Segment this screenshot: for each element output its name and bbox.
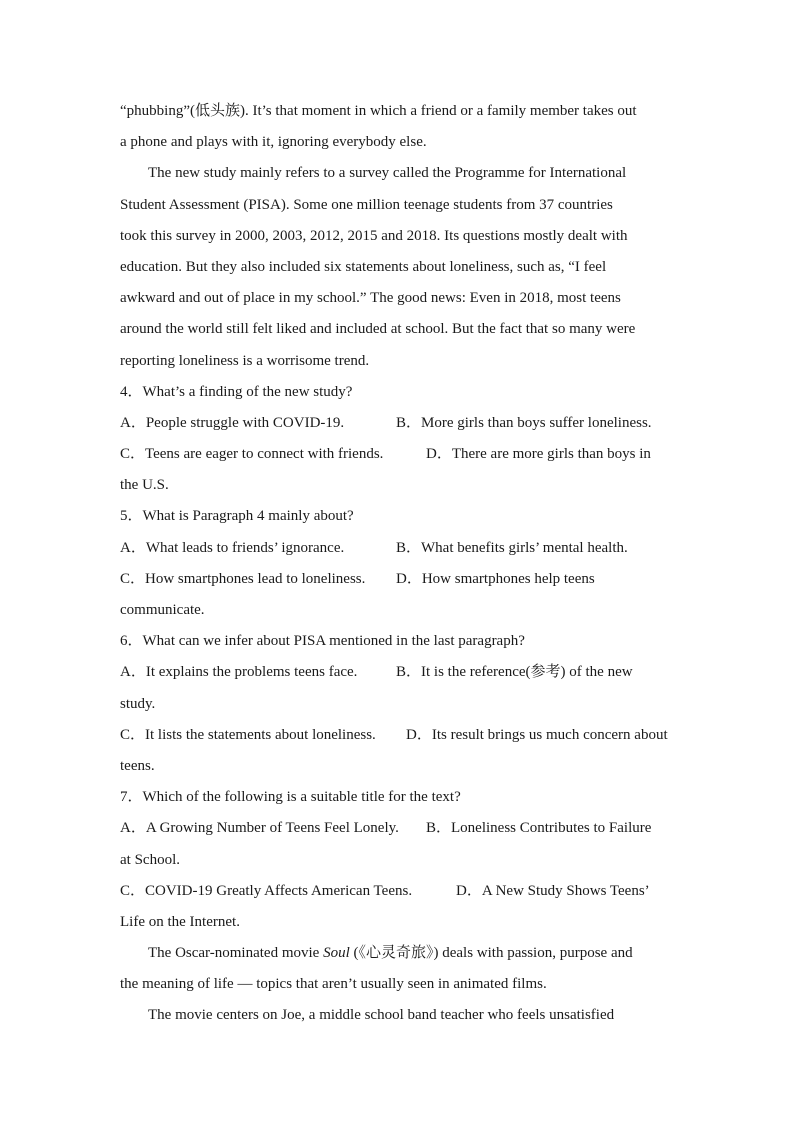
question-4-option-d-continued: the U.S. — [120, 477, 169, 494]
question-4-options-ab — [120, 408, 676, 439]
question-5-option-c: C．How smartphones lead to loneliness. — [120, 570, 366, 587]
question-6-options-cd — [120, 720, 676, 751]
passage-b-text-pre: The Oscar-nominated movie — [148, 945, 324, 962]
question-6-option-d: D．Its result brings us much concern about — [406, 726, 668, 743]
paragraph-4-line-1: The new study mainly refers to a survey called the Programme for International — [148, 165, 627, 182]
question-7-option-a: A．A Growing Number of Teens Feel Lonely. — [120, 820, 399, 837]
question-5-option-a: A．What leads to friends’ ignorance. — [120, 539, 345, 556]
question-7-stem: 7．Which of the following is a suitable title for the text? — [120, 789, 461, 806]
question-4-option-a: A．People struggle with COVID-19. — [120, 414, 345, 431]
question-7-option-b-continued: at School. — [120, 851, 180, 868]
question-5-option-b: B．What benefits girls’ mental health. — [396, 539, 628, 556]
question-7-options-ab — [120, 813, 676, 844]
movie-title: Soul — [323, 945, 350, 962]
question-6-options-ab — [120, 657, 676, 688]
question-5-options-cd — [120, 564, 676, 595]
paragraph-4-line-7: reporting loneliness is a worrisome trend. — [120, 352, 370, 369]
question-4-stem: 4．What’s a finding of the new study? — [120, 383, 353, 400]
question-5-option-d: D．How smartphones help teens — [396, 570, 595, 587]
document-page — [120, 96, 676, 1032]
question-6-option-b: B．It is the reference(参考) of the new — [396, 664, 633, 681]
question-7-option-b: B．Loneliness Contributes to Failure — [426, 820, 652, 837]
question-7-option-c: C．COVID-19 Greatly Affects American Teens. — [120, 882, 413, 899]
paragraph-4-line-4: education. But they also included six statements about loneliness, such as, “I feel — [120, 258, 607, 275]
paragraph-3-line-1: “phubbing”(低头族). It’s that moment in which a friend or a family member takes out — [120, 103, 637, 119]
question-4-options-cd — [120, 439, 676, 470]
paragraph-4-line-2: Student Assessment (PISA). Some one million teenage students from 37 countries — [120, 196, 613, 213]
question-5-option-d-continued: communicate. — [120, 602, 205, 618]
question-7-option-d: D．A New Study Shows Teens’ — [456, 882, 650, 899]
question-6-stem: 6．What can we infer about PISA mentioned in the last paragraph? — [120, 633, 525, 650]
question-7-options-cd — [120, 876, 676, 907]
question-7-option-d-continued: Life on the Internet. — [120, 913, 240, 930]
paragraph-4-line-3: took this survey in 2000, 2003, 2012, 2015 and 2018. Its questions mostly dealt with — [120, 227, 628, 244]
passage-b-text-post: (《心灵奇旅》) deals with passion, purpose and — [349, 945, 633, 962]
question-4-option-c: C．Teens are eager to connect with friends. — [120, 446, 384, 463]
paragraph-4-line-5: awkward and out of place in my school.” The good news: Even in 2018, most teens — [120, 290, 621, 307]
passage-b-paragraph-1-line-2: the meaning of life — topics that aren’t usually seen in animated films. — [120, 976, 547, 993]
paragraph-4-line-6: around the world still felt liked and included at school. But the fact that so many were — [120, 321, 636, 338]
paragraph-3-line-2: a phone and plays with it, ignoring everybody else. — [120, 134, 427, 151]
question-6-option-d-continued: teens. — [120, 757, 155, 774]
question-4-option-d: D．There are more girls than boys in — [426, 446, 651, 463]
question-6-option-b-continued: study. — [120, 695, 156, 712]
question-5-options-ab — [120, 533, 676, 564]
question-6-option-c: C．It lists the statements about loneliness. — [120, 726, 376, 743]
passage-b-paragraph-1-line-1 — [120, 938, 676, 969]
question-4-option-b: B．More girls than boys suffer loneliness. — [396, 414, 652, 431]
question-6-option-a: A．It explains the problems teens face. — [120, 664, 358, 681]
question-5-stem: 5．What is Paragraph 4 mainly about? — [120, 508, 354, 525]
passage-b-paragraph-2-line-1: The movie centers on Joe, a middle school band teacher who feels unsatisfied — [148, 1007, 615, 1024]
